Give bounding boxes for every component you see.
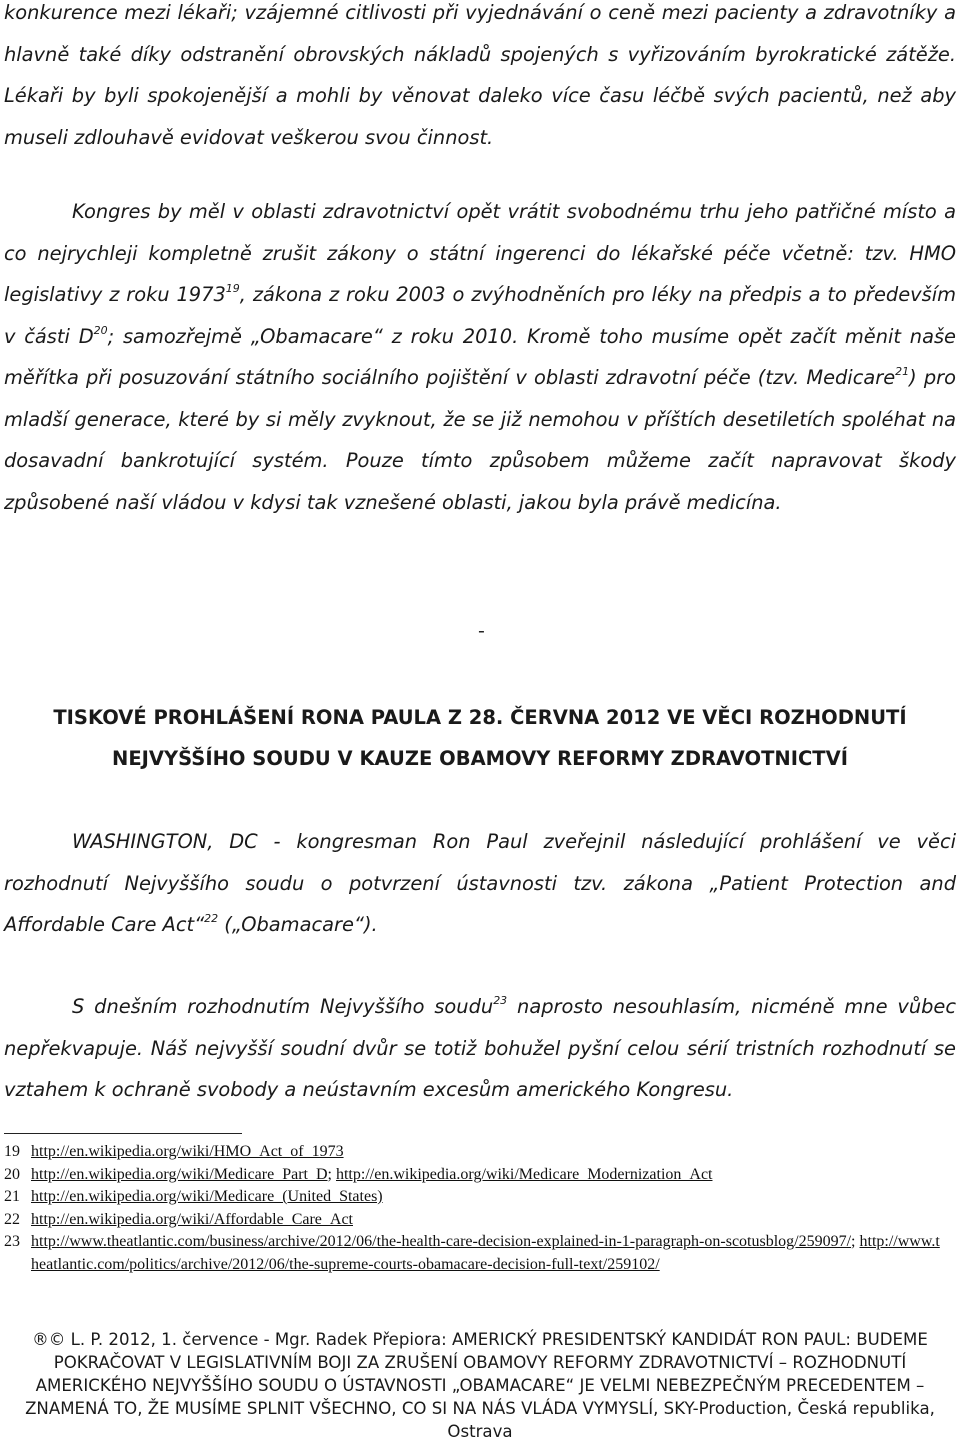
footnote-separator: ; [851,1233,860,1250]
footnote-body [31,1186,944,1209]
paragraph-statement-text-b: naprosto nesouhlasím, nicméně mne vůbec nepřekvapuje. Náš nejvyšší soudní dvůr se totiž bohužel pyšní celou sérií tristních rozhodnutí se vztahem k ochraně svobody a neústavním excesům amerického Kongresu. [4,995,957,1101]
paragraph-statement-text-a: S dnešním rozhodnutím Nejvyššího soudu [72,995,494,1018]
footnote-link[interactable]: http://en.wikipedia.org/wiki/Medicare_Modernization_Act [335,1165,713,1183]
footnote-link[interactable]: http://en.wikipedia.org/wiki/HMO_Act_of_1973 [31,1143,344,1160]
section-separator: - [478,620,485,642]
footnote-23 [4,1231,944,1276]
footnote-19 [4,1141,944,1164]
footnote-20 [4,1164,944,1187]
footnote-link[interactable]: http://www.theatlantic.com/business/archive/2012/06/the-health-care-decision-explained-in-1-paragraph-on-scotusblog/259097/ [31,1233,852,1250]
paragraph-statement [4,986,956,1111]
footnote-body [31,1164,944,1187]
footnote-22 [4,1209,944,1232]
paragraph-intro-text: konkurence mezi lékaři; vzájemné citlivosti při vyjednávání o ceně mezi pacienty a zdravotníky a hlavně také díky odstranění obrovských nákladů spojených s vyřizováním byrokratické zátěže. Lékaři by byli spokojenější a mohli by věnovat daleko více času léčbě svých pacientů, než aby museli zdlouhavě evidovat veškerou svou činnost. [4,1,956,149]
footnote-number: 22 [4,1210,20,1228]
footnote-body [31,1209,944,1232]
paragraph-congress-text-d: ) pro mladší generace, které by si měly zvyknout, že se již nemohou v příštích desetiletích spoléhat na dosavadní bankrotující systém. Pouze tímto způsobem můžeme začít napravovat škody způsobené naší vládou v kdysi tak vznešené oblasti, jakou byla právě medicína. [4,366,956,514]
paragraph-washington [4,821,956,946]
paragraph-congress-text-c: ; samozřejmě „Obamacare“ z roku 2010. Kromě toho musíme opět začít měnit naše měřítka při posuzování státního sociálního pojištění v oblasti zdravotní péče (tzv. Medicare [4,324,956,389]
footnote-number: 23 [4,1233,20,1250]
press-release-heading-line2: NEJVYŠŠÍHO SOUDU V KAUZE OBAMOVY REFORMY ZDRAVOTNICTVÍ [112,747,848,770]
paragraph-washington-text-a: WASHINGTON, DC - kongresman Ron Paul zveřejnil následující prohlášení ve věci rozhodnutí Nejvyššího soudu o potvrzení ústavnosti tzv. zákona „Patient Protection and Affordable Care Act“ [4,830,956,936]
footnote-separator: ; [327,1165,336,1183]
footnote-number: 19 [4,1143,20,1160]
footnote-link[interactable]: http://en.wikipedia.org/wiki/Medicare_(United_States) [31,1188,383,1205]
paragraph-congress-text-b: , zákona z roku 2003 o zvýhodněních pro léky na předpis a to především v části D [4,283,956,348]
footnote-ref-21[interactable]: 21 [895,365,910,378]
footnote-link[interactable]: http://en.wikipedia.org/wiki/Affordable_Care_Act [31,1210,353,1228]
paragraph-washington-text-b: („Obamacare“). [218,913,378,936]
footnotes [4,1141,944,1276]
footnote-number: 20 [4,1165,20,1183]
footnote-ref-20[interactable]: 20 [93,323,108,337]
paragraph-intro [4,0,956,158]
footnote-link[interactable]: http://www.theatlantic.com/politics/archive/2012/06/the-supreme-courts-obamacare-decision-full-text/259102/ [31,1233,940,1273]
press-release-heading-line1: TISKOVÉ PROHLÁŠENÍ RONA PAULA Z 28. ČERVNA 2012 VE VĚCI ROZHODNUTÍ [53,706,907,729]
paragraph-congress [4,191,956,523]
footnote-body [31,1141,944,1164]
footnote-ref-19[interactable]: 19 [225,282,240,295]
paragraph-congress-text-a: Kongres by měl v oblasti zdravotnictví opět vrátit svobodnému trhu jeho patřičné místo a co nejrychleji kompletně zrušit zákony o státní ingerenci do lékařské péče včetně: tzv. HMO legislativy z roku 1973 [4,200,956,306]
footnote-link[interactable]: http://en.wikipedia.org/wiki/Medicare_Part_D [31,1165,328,1183]
footnote-ref-23[interactable]: 23 [493,994,508,1007]
footnote-number: 21 [4,1188,20,1205]
footnote-ref-22[interactable]: 22 [204,912,219,925]
footnote-21 [4,1186,944,1209]
footnote-divider [4,1133,242,1134]
footnote-body [31,1231,944,1276]
page-footer: ®© L. P. 2012, 1. července - Mgr. Radek Přepiora: AMERICKÝ PRESIDENTSKÝ KANDIDÁT RON PAUL: BUDEME POKRAČOVAT V LEGISLATIVNÍM BOJI ZA ZRUŠENÍ OBAMOVY REFORMY ZDRAVOTNICTVÍ – ROZHODNUTÍ AMERICKÉHO NEJVYŠŠÍHO SOUDU O ÚSTAVNOSTI „OBAMACARE“ JE VELMI NEBEZPEČNÝM PRECEDENTEM – ZNAMENÁ TO, ŽE MUSÍME SPLNIT VŠECHNO, CO SI NA NÁS VLÁDA VYMYSLÍ, SKY-Production, Česká republika, Ostrava [25,1330,935,1441]
